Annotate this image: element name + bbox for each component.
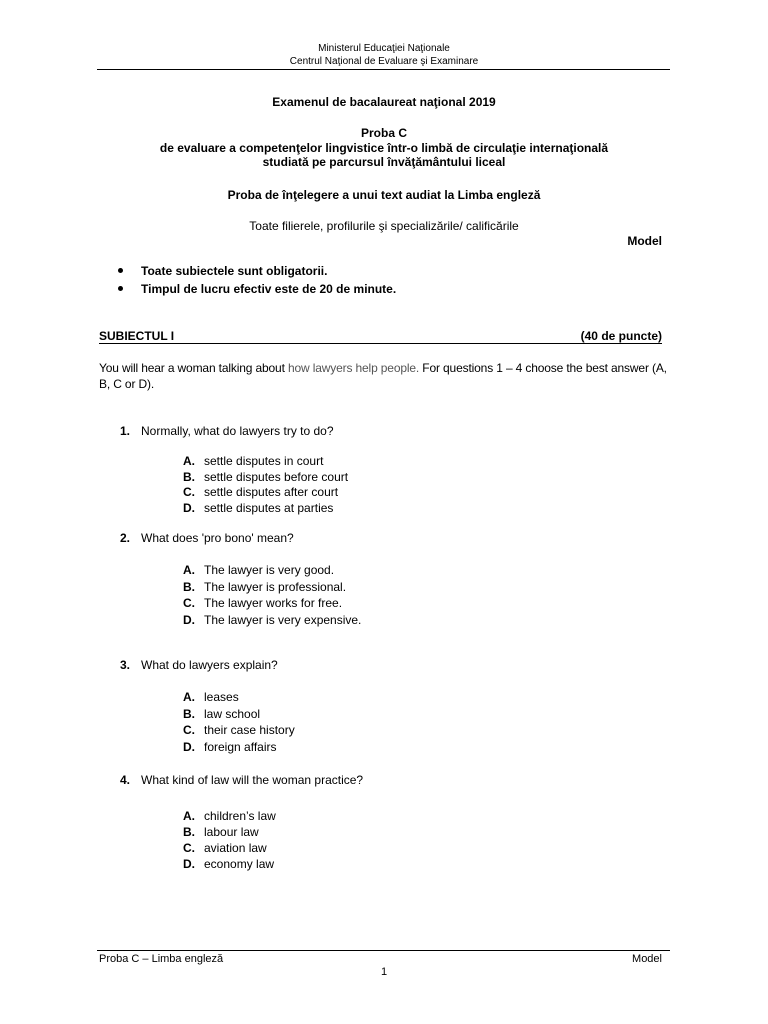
footer-divider xyxy=(97,950,670,951)
question-text: What does 'pro bono' mean? xyxy=(141,531,294,545)
header-divider xyxy=(97,69,670,70)
option-text: The lawyer is very good. xyxy=(204,563,335,577)
question-text: What kind of law will the woman practice? xyxy=(141,773,364,787)
question-1 xyxy=(120,423,334,439)
question-number: 1. xyxy=(120,424,131,438)
section-name: SUBIECTUL I xyxy=(99,329,175,343)
question-3-options xyxy=(183,689,295,755)
test-name: Proba de înţelegere a unui text audiat la Limba engleză xyxy=(227,188,541,202)
question-number: 2. xyxy=(120,531,131,545)
option-text: The lawyer works for free. xyxy=(204,596,343,610)
question-1-options xyxy=(183,454,348,516)
model-label: Model xyxy=(627,234,662,248)
option-text: leases xyxy=(204,690,239,704)
instructions-topic: how lawyers help people. xyxy=(287,361,420,375)
question-number: 4. xyxy=(120,773,131,787)
option-letter: B. xyxy=(183,825,195,839)
option-b xyxy=(183,824,276,840)
option-b xyxy=(183,470,348,486)
option-text: law school xyxy=(204,706,261,721)
option-text: children’s law xyxy=(204,809,276,823)
bullet-icon xyxy=(118,286,123,291)
option-text: settle disputes after court xyxy=(204,485,339,499)
proba-title: Proba C xyxy=(360,126,407,140)
option-d xyxy=(183,856,276,872)
option-d xyxy=(183,501,348,517)
ministry-name: Ministerul Educaţiei Naţionale xyxy=(318,43,450,54)
option-text: labour law xyxy=(204,825,259,839)
option-text: aviation law xyxy=(204,841,267,855)
proba-subtitle-line2: studiată pe parcursul învăţământului liceal xyxy=(262,155,506,169)
option-letter: B. xyxy=(183,469,195,484)
option-c xyxy=(183,840,276,856)
footer-model-label: Model xyxy=(632,953,662,965)
question-2 xyxy=(120,530,294,546)
option-b xyxy=(183,706,295,723)
instructions-text: For questions 1 – 4 choose the best answer (A, B, C or D). xyxy=(99,361,667,391)
audience-line: Toate filierele, profilurile şi specializările/ calificările xyxy=(249,219,519,233)
option-d xyxy=(183,739,295,756)
option-text: The lawyer is very expensive. xyxy=(204,612,362,627)
instructions-text: You will hear a woman talking about xyxy=(99,361,288,375)
section-points: (40 de puncte) xyxy=(580,329,662,343)
question-3 xyxy=(120,657,278,673)
option-letter: D. xyxy=(183,612,195,627)
option-letter: A. xyxy=(183,454,195,468)
option-text: settle disputes at parties xyxy=(204,500,334,515)
rule-text: Timpul de lucru efectiv este de 20 de minute. xyxy=(141,282,397,296)
question-text: Normally, what do lawyers try to do? xyxy=(141,424,334,438)
option-letter: C. xyxy=(183,485,195,499)
option-a xyxy=(183,454,348,470)
option-letter: A. xyxy=(183,809,195,823)
option-c xyxy=(183,595,361,612)
option-letter: D. xyxy=(183,500,195,515)
bullet-icon xyxy=(118,268,123,273)
option-a xyxy=(183,808,276,824)
option-letter: D. xyxy=(183,857,195,871)
question-2-options xyxy=(183,562,361,628)
section-heading xyxy=(99,328,662,344)
rule-item xyxy=(118,281,396,297)
section-instructions xyxy=(99,360,668,392)
option-text: settle disputes before court xyxy=(204,469,349,484)
rule-item xyxy=(118,263,327,279)
option-letter: B. xyxy=(183,706,195,721)
option-letter: D. xyxy=(183,739,195,754)
option-letter: A. xyxy=(183,690,195,704)
question-number: 3. xyxy=(120,658,131,672)
question-text: What do lawyers explain? xyxy=(141,658,278,672)
option-text: foreign affairs xyxy=(204,739,277,754)
question-4 xyxy=(120,772,363,788)
center-name: Centrul Naţional de Evaluare şi Examinare xyxy=(289,56,479,67)
option-letter: C. xyxy=(183,723,195,737)
option-a xyxy=(183,689,295,706)
option-c xyxy=(183,485,348,501)
proba-subtitle-line1: de evaluare a competenţelor lingvistice într-o limbă de circulaţie internaţională xyxy=(159,141,609,155)
option-letter: C. xyxy=(183,841,195,855)
option-text: economy law xyxy=(204,857,275,871)
option-b xyxy=(183,579,361,596)
option-a xyxy=(183,562,361,579)
option-text: settle disputes in court xyxy=(204,454,324,468)
option-d xyxy=(183,612,361,629)
option-letter: B. xyxy=(183,579,195,594)
question-4-options xyxy=(183,808,276,872)
option-letter: C. xyxy=(183,596,195,610)
rule-text: Toate subiectele sunt obligatorii. xyxy=(141,264,328,278)
option-c xyxy=(183,722,295,739)
page-number: 1 xyxy=(380,966,388,978)
option-text: The lawyer is professional. xyxy=(204,579,347,594)
option-letter: A. xyxy=(183,563,195,577)
exam-title: Examenul de bacalaureat naţional 2019 xyxy=(272,95,496,109)
footer-left-text: Proba C – Limba engleză xyxy=(99,953,224,965)
option-text: their case history xyxy=(204,723,295,737)
